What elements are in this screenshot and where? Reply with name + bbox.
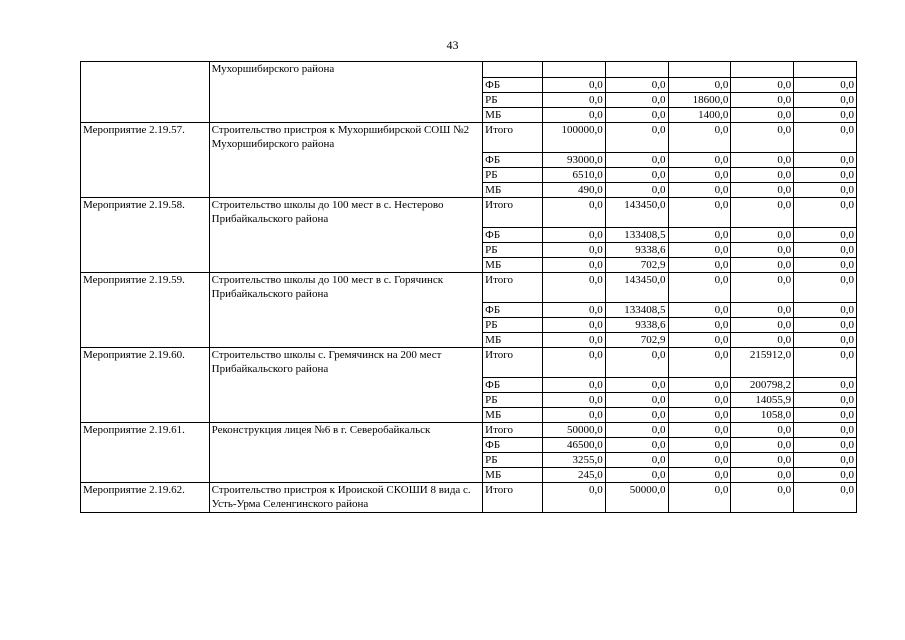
cell-value: 0,0 (794, 408, 857, 423)
cell-value: 0,0 (668, 123, 731, 153)
cell-value: 0,0 (542, 93, 605, 108)
cell-value: 0,0 (731, 183, 794, 198)
cell-name: Строительство школы с. Гремячинск на 200 мест Прибайкальского района (209, 348, 483, 423)
cell-source: Итого (483, 348, 543, 378)
cell-value: 0,0 (605, 183, 668, 198)
cell-value: 0,0 (668, 243, 731, 258)
cell-value: 0,0 (794, 453, 857, 468)
cell-source: ФБ (483, 228, 543, 243)
cell-code (81, 93, 210, 108)
cell-source: МБ (483, 408, 543, 423)
cell-value: 0,0 (731, 123, 794, 153)
cell-code: Мероприятие 2.19.57. (81, 123, 210, 198)
cell-value: 9338,6 (605, 243, 668, 258)
cell-name: Строительство пристроя к Ироиской СКОШИ 8 вида с. Усть-Урма Селенгинского района (209, 483, 483, 513)
cell-source: ФБ (483, 378, 543, 393)
cell-value: 0,0 (542, 318, 605, 333)
cell-empty (731, 62, 794, 78)
cell-source: РБ (483, 393, 543, 408)
cell-value: 133408,5 (605, 228, 668, 243)
cell-source: РБ (483, 93, 543, 108)
cell-value: 0,0 (794, 393, 857, 408)
cell-name: Строительство школы до 100 мест в с. Горячинск Прибайкальского района (209, 273, 483, 348)
cell-name: Мухоршибирского района (209, 62, 483, 123)
cell-value: 0,0 (668, 198, 731, 228)
cell-value: 0,0 (731, 333, 794, 348)
cell-value: 0,0 (731, 453, 794, 468)
cell-value: 0,0 (605, 78, 668, 93)
cell-value: 0,0 (668, 438, 731, 453)
cell-value: 0,0 (794, 78, 857, 93)
cell-value: 0,0 (542, 348, 605, 378)
cell-value: 0,0 (605, 393, 668, 408)
cell-value: 200798,2 (731, 378, 794, 393)
cell-value: 0,0 (605, 408, 668, 423)
cell-value: 0,0 (731, 168, 794, 183)
cell-value: 0,0 (794, 198, 857, 228)
cell-value: 0,0 (668, 348, 731, 378)
cell-source: ФБ (483, 153, 543, 168)
cell-value: 3255,0 (542, 453, 605, 468)
cell-code: Мероприятие 2.19.62. (81, 483, 210, 513)
cell-value: 0,0 (668, 333, 731, 348)
budget-table (80, 61, 857, 513)
cell-code (81, 108, 210, 123)
cell-value: 0,0 (794, 303, 857, 318)
cell-source: РБ (483, 243, 543, 258)
cell-value: 0,0 (542, 378, 605, 393)
cell-value: 0,0 (731, 303, 794, 318)
cell-value: 0,0 (542, 408, 605, 423)
cell-value: 6510,0 (542, 168, 605, 183)
cell-value: 0,0 (794, 438, 857, 453)
cell-value: 0,0 (731, 438, 794, 453)
cell-value: 0,0 (605, 108, 668, 123)
cell-value: 0,0 (605, 168, 668, 183)
cell-value: 0,0 (668, 258, 731, 273)
cell-code: Мероприятие 2.19.58. (81, 198, 210, 273)
cell-source: МБ (483, 183, 543, 198)
cell-value: 0,0 (605, 93, 668, 108)
cell-value: 0,0 (668, 483, 731, 513)
cell-value: 0,0 (605, 438, 668, 453)
cell-value: 0,0 (794, 228, 857, 243)
cell-value: 0,0 (542, 483, 605, 513)
cell-value: 0,0 (605, 123, 668, 153)
cell-value: 0,0 (542, 198, 605, 228)
cell-value: 0,0 (794, 378, 857, 393)
table-body (81, 62, 857, 513)
cell-value: 0,0 (731, 423, 794, 438)
cell-value: 0,0 (794, 273, 857, 303)
cell-value: 0,0 (542, 78, 605, 93)
cell-value: 0,0 (668, 183, 731, 198)
cell-value: 0,0 (731, 228, 794, 243)
cell-name: Строительство школы до 100 мест в с. Нестерово Прибайкальского района (209, 198, 483, 273)
cell-source: Итого (483, 483, 543, 513)
table-row (81, 483, 857, 513)
cell-value: 0,0 (668, 423, 731, 438)
cell-value: 0,0 (794, 183, 857, 198)
cell-code: Мероприятие 2.19.60. (81, 348, 210, 423)
cell-value: 0,0 (668, 78, 731, 93)
cell-value: 0,0 (794, 468, 857, 483)
cell-value: 133408,5 (605, 303, 668, 318)
cell-value: 0,0 (605, 423, 668, 438)
cell-value: 0,0 (668, 393, 731, 408)
cell-value: 0,0 (542, 333, 605, 348)
cell-value: 0,0 (731, 483, 794, 513)
cell-value: 0,0 (731, 468, 794, 483)
cell-value: 0,0 (794, 258, 857, 273)
cell-value: 1058,0 (731, 408, 794, 423)
cell-code (81, 78, 210, 93)
cell-value: 0,0 (794, 243, 857, 258)
cell-value: 0,0 (668, 228, 731, 243)
cell-value: 0,0 (794, 333, 857, 348)
cell-value: 1400,0 (668, 108, 731, 123)
cell-value: 0,0 (794, 483, 857, 513)
cell-value: 0,0 (605, 348, 668, 378)
cell-value: 0,0 (542, 258, 605, 273)
table-row (81, 273, 857, 303)
cell-value: 0,0 (605, 453, 668, 468)
cell-value: 143450,0 (605, 273, 668, 303)
cell-source: ФБ (483, 438, 543, 453)
cell-value: 490,0 (542, 183, 605, 198)
cell-value: 18600,0 (668, 93, 731, 108)
cell-value: 14055,9 (731, 393, 794, 408)
cell-value: 50000,0 (542, 423, 605, 438)
cell-source: РБ (483, 318, 543, 333)
cell-value: 46500,0 (542, 438, 605, 453)
cell-value: 0,0 (668, 453, 731, 468)
cell-value: 9338,6 (605, 318, 668, 333)
cell-empty (542, 62, 605, 78)
cell-value: 0,0 (794, 318, 857, 333)
table-row (81, 62, 857, 78)
cell-value: 0,0 (668, 273, 731, 303)
table-row (81, 348, 857, 378)
cell-source: Итого (483, 273, 543, 303)
cell-value: 93000,0 (542, 153, 605, 168)
cell-value: 143450,0 (605, 198, 668, 228)
cell-value: 0,0 (668, 303, 731, 318)
cell-value: 702,9 (605, 333, 668, 348)
cell-value: 0,0 (794, 108, 857, 123)
cell-value: 0,0 (731, 108, 794, 123)
cell-value: 0,0 (668, 318, 731, 333)
table-row (81, 423, 857, 438)
cell-source: МБ (483, 258, 543, 273)
cell-value: 0,0 (605, 468, 668, 483)
cell-value: 0,0 (794, 123, 857, 153)
cell-value: 0,0 (542, 393, 605, 408)
cell-value: 215912,0 (731, 348, 794, 378)
cell-name: Реконструкция лицея №6 в г. Северобайкальск (209, 423, 483, 483)
cell-source: МБ (483, 108, 543, 123)
cell-value: 0,0 (794, 348, 857, 378)
cell-empty (483, 62, 543, 78)
cell-value: 0,0 (731, 153, 794, 168)
cell-name: Строительство пристроя к Мухоршибирской СОШ №2 Мухоршибирского района (209, 123, 483, 198)
cell-value: 0,0 (668, 378, 731, 393)
cell-empty (668, 62, 731, 78)
cell-code: Мероприятие 2.19.59. (81, 273, 210, 348)
table-row (81, 123, 857, 153)
cell-value: 0,0 (605, 153, 668, 168)
cell-value: 0,0 (731, 78, 794, 93)
cell-value: 0,0 (731, 258, 794, 273)
cell-value: 0,0 (731, 273, 794, 303)
cell-code: Мероприятие 2.19.61. (81, 423, 210, 483)
cell-source: ФБ (483, 303, 543, 318)
cell-source: РБ (483, 168, 543, 183)
cell-value: 0,0 (668, 168, 731, 183)
cell-value: 50000,0 (605, 483, 668, 513)
cell-value: 0,0 (542, 228, 605, 243)
cell-value: 0,0 (605, 378, 668, 393)
cell-value: 0,0 (731, 318, 794, 333)
cell-source: ФБ (483, 78, 543, 93)
cell-source: РБ (483, 453, 543, 468)
cell-value: 0,0 (731, 198, 794, 228)
cell-value: 0,0 (794, 93, 857, 108)
cell-source: МБ (483, 468, 543, 483)
cell-value: 0,0 (542, 303, 605, 318)
cell-empty (794, 62, 857, 78)
page-number: 43 (446, 38, 459, 52)
cell-value: 0,0 (542, 108, 605, 123)
cell-value: 0,0 (668, 153, 731, 168)
cell-empty (605, 62, 668, 78)
cell-value: 245,0 (542, 468, 605, 483)
cell-source: Итого (483, 198, 543, 228)
cell-value: 0,0 (668, 468, 731, 483)
cell-value: 0,0 (794, 423, 857, 438)
cell-source: Итого (483, 423, 543, 438)
cell-value: 0,0 (731, 93, 794, 108)
cell-value: 0,0 (542, 243, 605, 258)
cell-source: МБ (483, 333, 543, 348)
cell-value: 0,0 (731, 243, 794, 258)
cell-value: 100000,0 (542, 123, 605, 153)
cell-value: 0,0 (794, 168, 857, 183)
cell-code (81, 62, 210, 78)
table-row (81, 198, 857, 228)
cell-value: 0,0 (794, 153, 857, 168)
cell-value: 702,9 (605, 258, 668, 273)
cell-source: Итого (483, 123, 543, 153)
cell-value: 0,0 (542, 273, 605, 303)
cell-value: 0,0 (668, 408, 731, 423)
